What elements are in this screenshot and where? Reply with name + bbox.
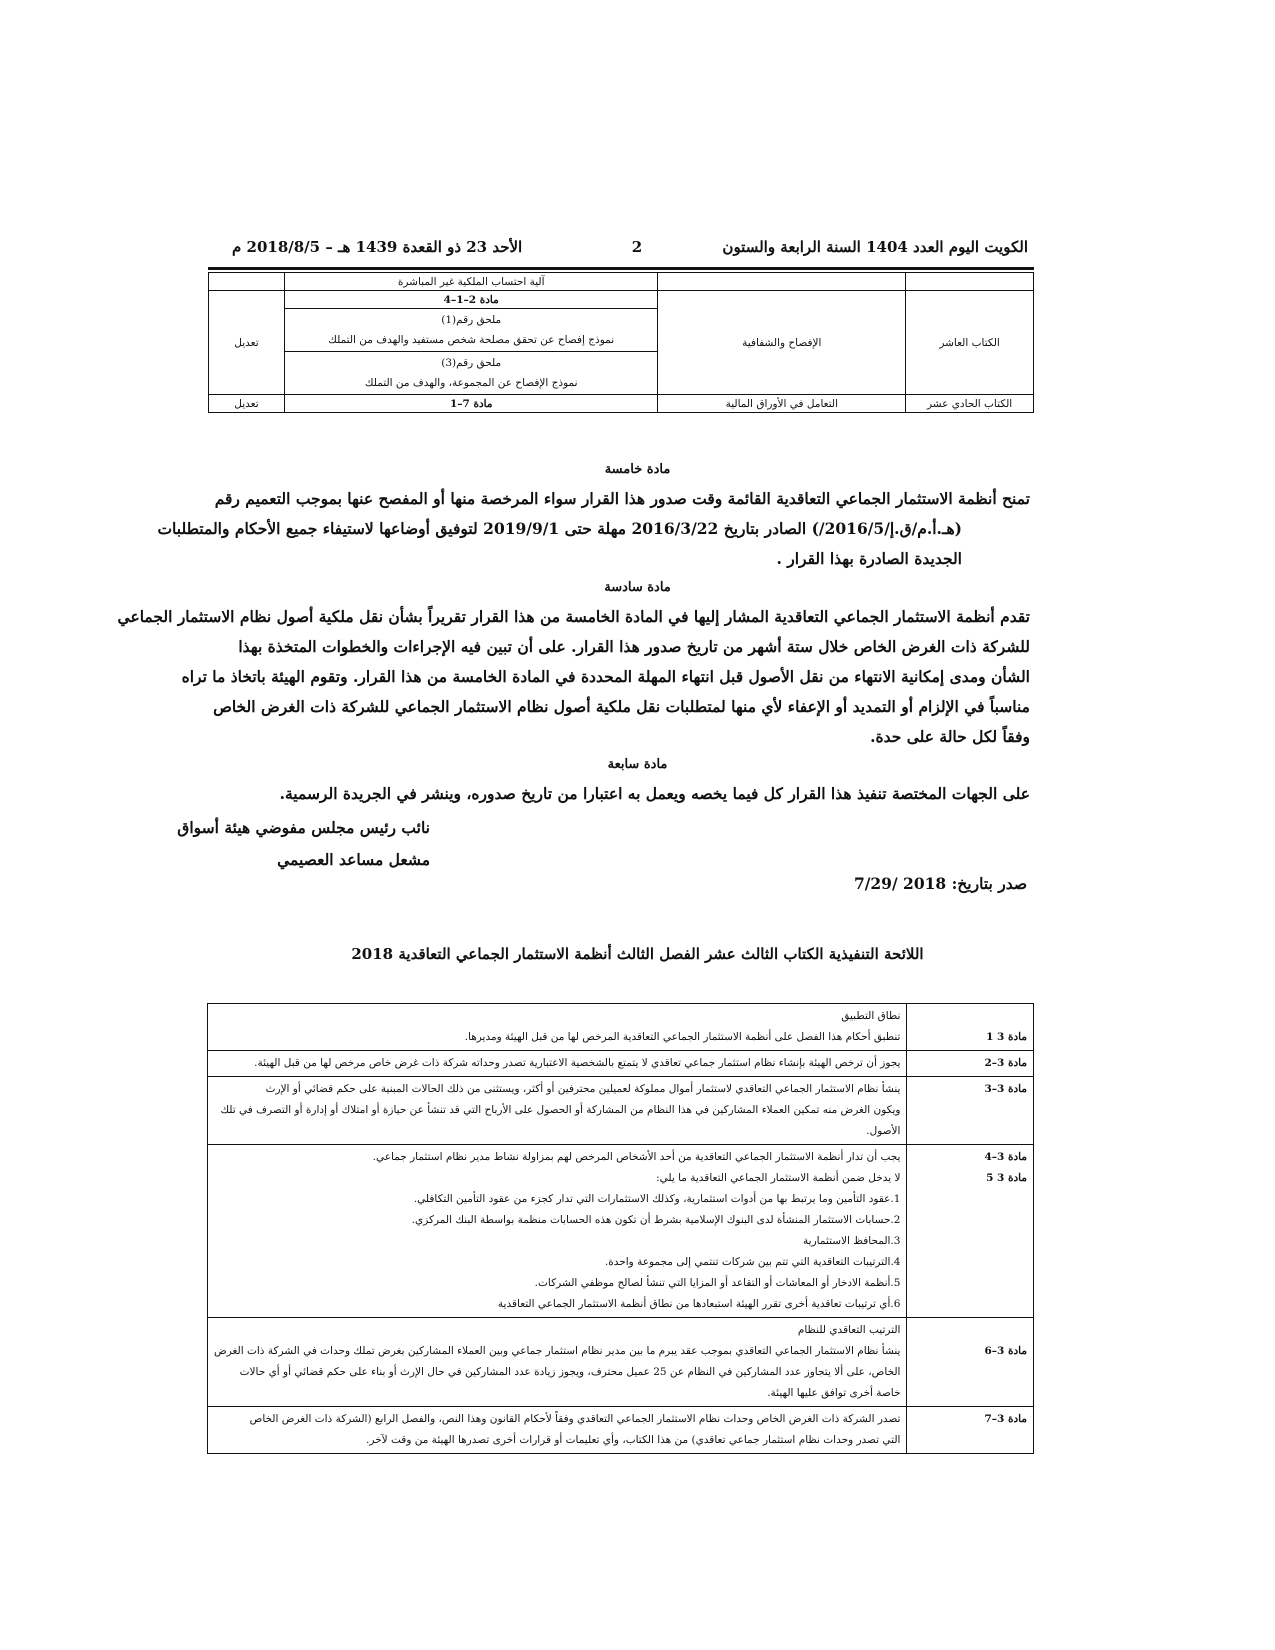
annex-label: ملحق رقم(3) — [441, 357, 502, 369]
text-line: تمنح أنظمة الاستثمار الجماعي التعاقدية القائمة وقت صدور هذا القرار سواء المرخصة منها أو المفصح عنها بموجب التعميم رقم — [214, 489, 1030, 508]
article-number: مادة 3–7 — [984, 1413, 1027, 1425]
text-line: يجوز أن ترخص الهيئة بإنشاء نظام استثمار جماعي تعاقدي لا يتمتع بالشخصية الاعتبارية تصدر وحداته شركة ذات غرض خاص مرخص لها من قبل الهيئة. — [254, 1057, 901, 1069]
table-row — [209, 273, 1034, 291]
list-item: 6.أي ترتيبات تعاقدية أخرى تقرر الهيئة استبعادها من نطاق أنظمة الاستثمار الجماعي التعاقدية — [497, 1298, 901, 1310]
list-item: 2.حسابات الاستثمار المنشأة لدى البنوك الإسلامية بشرط أن تكون هذه الحسابات منظمة بواسطة البنك المركزي. — [411, 1214, 901, 1226]
book-cell — [906, 273, 1034, 291]
text-line: على الجهات المختصة تنفيذ هذا القرار كل فيما يخصه ويعمل به اعتبارا من تاريخ صدوره، وينشر في الجريدة الرسمية. — [279, 784, 1030, 803]
text-line: ينشأ نظام الاستثمار الجماعي التعاقدي لاستثمار أموال مملوكة لعميلين محترفين أو أكثر، ويستثنى من ذلك الحالات المبنية على حكم قضائي أو الإرث — [265, 1083, 901, 1095]
table-row — [208, 1051, 1034, 1077]
signatory-title: نائب رئيس مجلس مفوضي هيئة أسواق — [177, 818, 430, 837]
text-line: ينشأ نظام الاستثمار الجماعي التعاقدي بموجب عقد يبرم ما بين مدير نظام استثمار جماعي وبين العملاء المشاركين بغرض تملك وحدات في الشركة ذات الغرض — [214, 1345, 901, 1357]
action-cell: تعديل — [209, 395, 285, 413]
text-line: (هـ.أ.م/ق.إ/2016/5/) الصادر بتاريخ 2016/3/22 مهلة حتى 2019/9/1 لتوفيق أوضاعها لاستيفاء جميع الأحكام والمتطلبات — [157, 519, 962, 538]
text-line: لا يدخل ضمن أنظمة الاستثمار الجماعي التعاقدية ما يلي: — [656, 1172, 901, 1184]
article-text-cell — [208, 1051, 907, 1077]
annex-description: نموذج إفصاح عن تحقق مصلحة شخص مستفيد والهدف من التملك — [328, 334, 615, 346]
article-6-body — [117, 602, 1030, 752]
article-number: مادة 3 1 — [986, 1031, 1027, 1043]
article-number: مادة 3–6 — [984, 1345, 1027, 1357]
regulation-title: اللائحة التنفيذية الكتاب الثالث عشر الفصل الثالث أنظمة الاستثمار الجماعي التعاقدية 2018 — [351, 945, 924, 963]
table-row — [208, 1407, 1034, 1454]
table-row — [208, 1318, 1034, 1407]
article-text-cell — [208, 1318, 907, 1407]
text-line: الخاص، على ألا يتجاوز عدد المشاركين في النظام عن 25 عميل محترف، ويجوز زيادة عدد المشاركين في حال الإرث أو بناء على حكم قضائي أو أي حالات — [239, 1366, 901, 1378]
article-7-body — [208, 779, 1030, 809]
list-item: 1.عقود التأمين وما يرتبط بها من أدوات استثمارية، وكذلك الاستثمارات التي تدار كجزء من عقود التأمين التكافلي. — [413, 1193, 901, 1205]
text-line: للشركة ذات الغرض الخاص خلال ستة أشهر من تاريخ صدور هذا القرار. على أن تبين فيه الإجراءات والخطوات المتخذة بهذا — [238, 637, 1030, 656]
topic-cell: الإفصاح والشفافية — [658, 291, 906, 395]
article-number-cell — [907, 1004, 1034, 1051]
article-number: مادة 3–4 — [984, 1151, 1027, 1163]
page-header — [232, 238, 1028, 262]
text-line: مناسباً في الإلزام أو التمديد أو الإعفاء لأي منها لمتطلبات نقل ملكية أصول نظام الاستثمار الجماعي للشركة ذات الغرض الخاص — [213, 697, 1030, 716]
topic-cell: التعامل في الأوراق المالية — [658, 395, 906, 413]
article-number-cell — [907, 1407, 1034, 1454]
article-text-cell — [208, 1407, 907, 1454]
signatory-name: مشعل مساعد العصيمي — [277, 850, 430, 869]
text-line: تقدم أنظمة الاستثمار الجماعي التعاقدية المشار إليها في المادة الخامسة من هذا القرار تقريراً بشأن نقل ملكية أصول نظام الاستثمار الجماعي — [117, 607, 1030, 626]
item-cell: مادة 2–1–4 — [284, 291, 658, 309]
issue-date: الأحد 23 ذو القعدة 1439 هـ – 2018/8/5 م — [232, 238, 523, 256]
article-number: مادة 3–2 — [984, 1057, 1027, 1069]
table-row — [209, 291, 1034, 309]
article-number: مادة 3–3 — [984, 1083, 1027, 1095]
book-cell: الكتاب العاشر — [906, 291, 1034, 395]
item-cell: آلية احتساب الملكية غير المباشرة — [284, 273, 658, 291]
book-cell: الكتاب الحادي عشر — [906, 395, 1034, 413]
annex-label: ملحق رقم(1) — [441, 314, 502, 326]
annex-description: نموذج الإفصاح عن المجموعة، والهدف من التملك — [364, 377, 578, 389]
article-5-title: مادة خامسة — [604, 462, 671, 477]
article-7-title: مادة سابعة — [607, 757, 668, 772]
regulation-table — [207, 1003, 1034, 1454]
text-line: نطاق التطبيق — [841, 1010, 901, 1022]
text-line: خاصة أخرى توافق عليها الهيئة. — [767, 1387, 901, 1399]
issue-date-line: صدر بتاريخ: 2018 /7/29 — [853, 874, 1027, 893]
article-number-cell — [907, 1077, 1034, 1145]
action-cell: تعديل — [209, 291, 285, 395]
item-cell — [284, 309, 658, 352]
list-item: 4.الترتيبات التعاقدية التي تتم بين شركات تنتمي إلى مجموعة واحدة. — [604, 1256, 901, 1268]
item-cell — [284, 352, 658, 395]
article-number-cell — [907, 1051, 1034, 1077]
action-cell — [209, 273, 285, 291]
gazette-issue: الكويت اليوم العدد 1404 السنة الرابعة والستون — [722, 238, 1028, 256]
article-text-cell — [208, 1077, 907, 1145]
text-line: الجديدة الصادرة بهذا القرار . — [776, 549, 962, 568]
text-line: الترتيب التعاقدي للنظام — [797, 1324, 901, 1336]
text-line: ويكون الغرض منه تمكين العملاء المشاركين في هذا النظام من المشاركة أو الحصول على الأرباح التي قد تنشأ عن حيازة أو امتلاك أو إدارة أو التصرف في تلك — [220, 1104, 901, 1116]
table-row — [208, 1004, 1034, 1051]
table-row — [208, 1145, 1034, 1318]
amendments-table — [208, 272, 1034, 413]
text-line: الأصول. — [866, 1125, 901, 1137]
article-number: مادة 3 5 — [986, 1172, 1027, 1184]
page-number: 2 — [631, 238, 643, 256]
article-text-cell — [208, 1145, 907, 1318]
topic-cell — [658, 273, 906, 291]
list-item: 3.المحافظ الاستثمارية — [803, 1235, 901, 1247]
item-cell: مادة 7–1 — [284, 395, 658, 413]
article-text-cell — [208, 1004, 907, 1051]
list-item: 5.أنظمة الادخار أو المعاشات أو التقاعد أو المزايا التي تنشأ لصالح موظفي الشركات. — [534, 1277, 901, 1289]
text-line: تنطبق أحكام هذا الفصل على أنظمة الاستثمار الجماعي التعاقدية المرخص لها من قبل الهيئة ومديرها. — [464, 1031, 901, 1043]
text-line: تصدر الشركة ذات الغرض الخاص وحدات نظام الاستثمار الجماعي التعاقدي وفقاً لأحكام القانون وهذا النص، والفصل الرابع (الشركة ذات الغرض الخاص — [249, 1413, 901, 1425]
article-number-cell — [907, 1318, 1034, 1407]
text-line: الشأن ومدى إمكانية الانتهاء من نقل الأصول قبل انتهاء المهلة المحددة في المادة الخامسة من هذا القرار. وتقوم الهيئة باتخاذ ما تراه — [181, 667, 1030, 686]
text-line: التي تصدر وحدات نظام استثمار جماعي تعاقدي) من هذا الكتاب، وأي تعليمات أو قرارات أخرى تصدرها الهيئة من وقت لآخر. — [366, 1434, 901, 1446]
table-row — [208, 1077, 1034, 1145]
article-6-title: مادة سادسة — [604, 580, 671, 595]
text-line: يجب أن تدار أنظمة الاستثمار الجماعي التعاقدية من أحد الأشخاص المرخص لهم بمزاولة نشاط مدير نظام استثمار جماعي. — [372, 1151, 901, 1163]
header-rule — [208, 267, 1034, 270]
article-number-cell — [907, 1145, 1034, 1318]
article-5-body — [157, 484, 1030, 574]
text-line: وفقاً لكل حالة على حدة. — [870, 727, 1030, 746]
table-row — [209, 395, 1034, 413]
